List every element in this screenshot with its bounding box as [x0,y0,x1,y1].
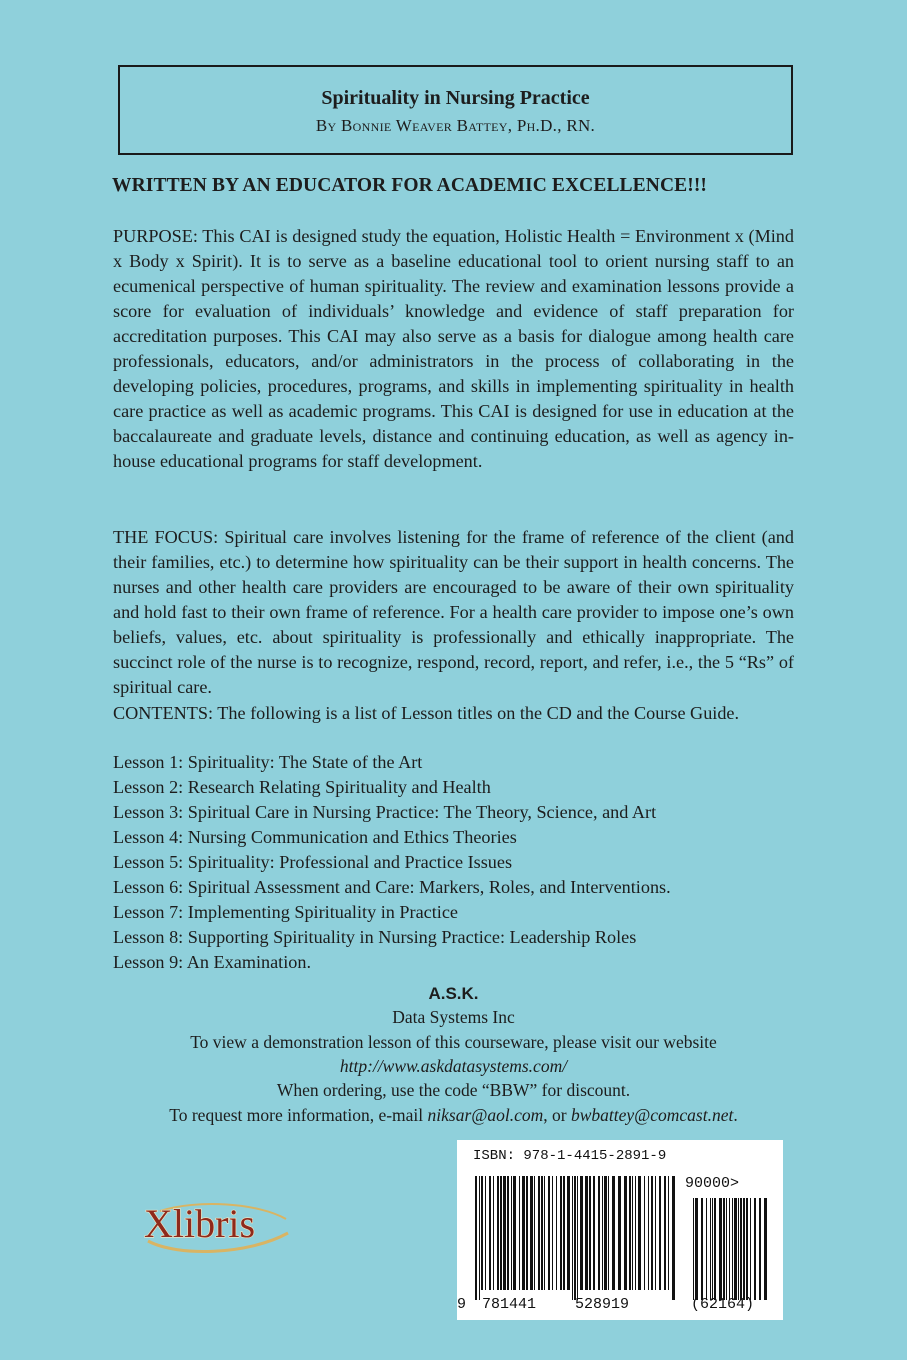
barcode-bar [602,1176,603,1290]
author-byline: By Bonnie Weaver Battey, Ph.D., RN. [315,116,596,135]
barcode-bar [624,1176,627,1290]
barcode-bar [479,1176,480,1300]
barcode-bar [534,1176,535,1290]
ordering-text: When ordering, use the code “BBW” for discount. [276,1080,631,1100]
addon-price-code: 90000> [685,1175,740,1192]
barcode-bar [618,1176,621,1290]
lesson-item: Lesson 4: Nursing Communication and Ethics Theories [113,827,517,847]
barcode-bar [572,1176,573,1300]
barcode-bar [635,1176,636,1290]
barcode-bar [513,1176,516,1290]
barcode-addon-digits: (62164) [691,1296,755,1313]
addon-bar [719,1198,722,1300]
email-link-2[interactable]: bwbattey@comcast.net [570,1105,734,1125]
request-text [113,1103,794,1127]
lesson-item: Lesson 7: Implementing Spirituality in Practice [113,902,458,922]
barcode-bar [519,1176,520,1290]
addon-bar [714,1198,716,1300]
request-mid: , or [543,1105,571,1125]
lesson-item: Lesson 9: An Examination. [113,952,312,972]
addon-bar [695,1198,698,1300]
barcode-box [457,1140,783,1320]
barcode-bar [629,1176,631,1290]
barcode-bar [655,1176,656,1290]
website-link[interactable]: http://www.askdatasystems.com/ [339,1056,568,1076]
addon-bar [764,1198,767,1300]
barcode-bar [552,1176,553,1290]
lesson-item: Lesson 3: Spiritual Care in Nursing Practice: The Theory, Science, and Art [113,802,657,822]
request-suffix: . [733,1105,738,1125]
addon-bar [693,1198,694,1300]
barcode-bar [651,1176,653,1290]
barcode-bar [574,1176,576,1300]
barcode-bar [604,1176,607,1290]
barcode-bar [608,1176,609,1290]
barcode-bar [548,1176,550,1290]
barcode-bar [538,1176,540,1290]
isbn-text: ISBN: 978-1-4415-2891-9 [473,1148,667,1164]
lesson-item: Lesson 2: Research Relating Spirituality and Health [113,777,491,797]
barcode-bar [638,1176,641,1290]
barcode-bar [503,1176,506,1290]
barcode-bar [481,1176,483,1290]
barcode-bar [511,1176,512,1290]
addon-bar [759,1198,761,1300]
barcode-bar [580,1176,583,1290]
barcode-bar [526,1176,528,1290]
barcode-bar [475,1176,477,1300]
barcode-bar [612,1176,615,1290]
lesson-item: Lesson 8: Supporting Spirituality in Nursing Practice: Leadership Roles [113,927,637,947]
barcode-bar [563,1176,565,1290]
barcode-bar [648,1176,649,1290]
barcode-bar [598,1176,600,1290]
email-link-1[interactable]: niksar@aol.com [427,1105,544,1125]
barcode-bar [485,1176,486,1290]
addon-bar [723,1198,725,1300]
addon-bar [701,1198,703,1300]
barcode-bar [664,1176,666,1290]
barcode-bar [632,1176,633,1290]
barcode-bar [489,1176,491,1290]
barcode-bar [500,1176,502,1290]
barcode-bar [522,1176,525,1290]
barcode-bar [593,1176,595,1290]
barcode-bar [567,1176,570,1290]
addon-bar [750,1198,751,1300]
headline: WRITTEN BY AN EDUCATOR FOR ACADEMIC EXCELLENCE!!! [112,175,708,196]
addon-bar [746,1198,748,1300]
lesson-item: Lesson 1: Spirituality: The State of the Art [113,752,423,772]
lesson-item: Lesson 5: Spirituality: Professional and Practice Issues [113,852,513,872]
addon-bar [734,1198,737,1300]
lesson-list [113,750,794,975]
barcode-bar [659,1176,661,1290]
barcode-bar [497,1176,499,1290]
demo-text: To view a demonstration lesson of this courseware, please visit our website [190,1032,717,1052]
barcode-bar [585,1176,588,1290]
barcode-bar [560,1176,562,1290]
purpose-paragraph: PURPOSE: This CAI is designed study the equation, Holistic Health = Environment x (Mind x Body x Spirit). It is to serve as a baseline educational tool to orient nursing staff to an ecumenical perspective of human spirituality. The review and examination lessons provide a score for evaluation of individuals’ knowledge and evidence of staff preparation for accreditation purposes. This CAI may also serve as a basis for dialogue among health care professionals, educators, and/or administrators in the process of collaborating in the developing policies, procedures, programs, and skills in implementing spirituality in health care practice as well as academic programs. This CAI is designed for use in education at the baccalaureate and graduate levels, distance and continuing education, as well as agency in-house educational programs for staff development. [113,226,794,471]
addon-bar [710,1198,711,1300]
contents-intro: CONTENTS: The following is a list of Lesson titles on the CD and the Course Guide. [113,703,740,723]
barcode-bar [577,1176,578,1300]
addon-bar [726,1198,727,1300]
ask-name: A.S.K. [428,984,479,1003]
focus-paragraph: THE FOCUS: Spiritual care involves listening for the frame of reference of the client (and their families, etc.) to determine how spirituality can be their support in health concerns. The nurses and other health care providers are encouraged to be aware of their own spirituality and hold fast to their own frame of reference. For a health care provider to impose one’s own beliefs, values, etc. about spirituality is professionally and ethically inappropriate. The succinct role of the nurse is to recognize, respond, record, report, and refer, i.e., the 5 “Rs” of spiritual care. [113,527,794,697]
barcode-digit-lead: 9 [457,1296,467,1313]
barcode-bar [530,1176,533,1290]
barcode-digits-right: 528919 [575,1296,630,1313]
addon-bar [729,1198,730,1300]
addon-bar [754,1198,756,1300]
barcode-bar [589,1176,591,1290]
barcode-bar [507,1176,509,1290]
addon-bar [743,1198,745,1300]
addon-bar [732,1198,733,1300]
barcode-bar [541,1176,543,1290]
barcode-icon [471,1176,771,1304]
ask-company: Data Systems Inc [392,1007,515,1027]
addon-bar [738,1198,739,1300]
logo-text: Xlibris [144,1201,256,1246]
request-prefix: To request more information, e-mail [169,1105,428,1125]
book-title: Spirituality in Nursing Practice [321,87,590,109]
addon-bar [740,1198,742,1300]
barcode-bar [672,1176,675,1300]
barcode-bar [544,1176,545,1290]
addon-bar [712,1198,713,1300]
title-box [118,65,793,155]
barcode-bar [668,1176,669,1290]
xlibris-logo [138,1197,298,1257]
barcode-bar [556,1176,557,1290]
barcode-bar [493,1176,494,1290]
barcode-digits-left: 781441 [482,1296,537,1313]
addon-bar [706,1198,707,1300]
lesson-item: Lesson 6: Spiritual Assessment and Care: Markers, Roles, and Interventions. [113,877,671,897]
barcode-bar [644,1176,645,1290]
